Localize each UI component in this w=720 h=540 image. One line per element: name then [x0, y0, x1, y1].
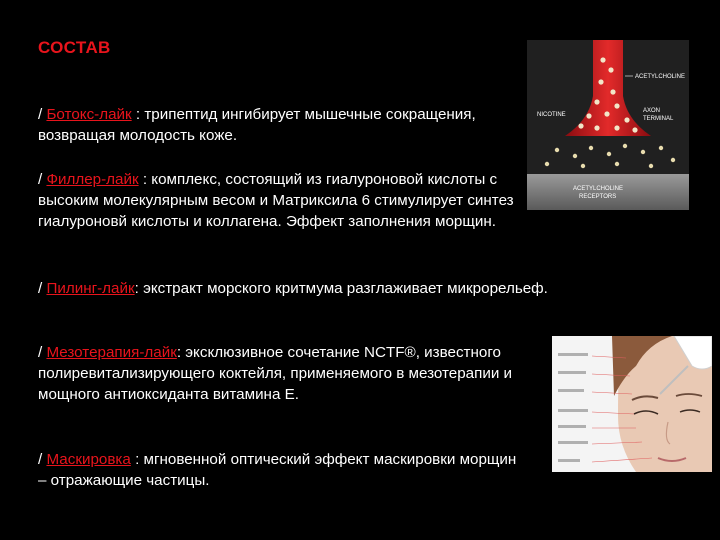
receptors-membrane	[527, 174, 689, 210]
paragraph-peeling-like	[38, 278, 548, 299]
term-peeling-like: Пилинг-лайк	[46, 280, 135, 297]
label-receptors-line1: ACETYLCHOLINE	[573, 186, 624, 192]
paragraph-filler-like	[38, 169, 528, 232]
paragraph-botox-like	[38, 104, 528, 146]
term-botox-like: Ботокс-лайк	[46, 106, 132, 123]
paragraph-text: : комплекс, состоящий из гиалуроновой кислоты с высоким молекулярным весом и Матриксила 6 стимулирует синтез гиалуроновй кислоты и коллагена. Эффект заполнения морщин.	[38, 171, 514, 230]
paragraph-text: : экстракт морского критмума разглаживает микрорельеф.	[134, 280, 548, 297]
paragraph-prefix: /	[38, 171, 47, 188]
paragraph-prefix: /	[38, 280, 47, 297]
paragraph-prefix: /	[38, 106, 47, 123]
term-filler-like: Филлер-лайк	[46, 171, 139, 188]
label-nicotine: NICOTINE	[537, 112, 566, 118]
paragraph-text: : эксклюзивное сочетание NCTF®, известного полиревитализирующего коктейля, применяемого в мезотерапии и мощного антиоксиданта витамина Е.	[38, 344, 512, 403]
paragraph-prefix: /	[38, 451, 47, 468]
neuromuscular-junction-image	[527, 40, 689, 210]
face-injection-image	[552, 336, 712, 472]
neuromuscular-junction-illustration	[527, 40, 689, 210]
label-axon: AXON	[643, 108, 661, 114]
paragraph-mesotherapy-like	[38, 342, 528, 405]
term-masking: Маскировка	[46, 451, 131, 468]
term-mesotherapy-like: Мезотерапия-лайк	[46, 344, 177, 361]
face-illustration	[552, 336, 712, 472]
paragraph-prefix: /	[38, 344, 47, 361]
label-receptors-line2: RECEPTORS	[579, 194, 617, 200]
paragraph-text: : трипептид ингибирует мышечные сокращения, возвращая молодость коже.	[38, 106, 476, 144]
label-acetylcholine: ACETYLCHOLINE	[635, 74, 686, 80]
label-axon-terminal: TERMINAL	[643, 116, 674, 122]
paragraph-masking	[38, 449, 528, 491]
slide-title: СОСТАВ	[38, 38, 111, 57]
paragraph-text: : мгновенной оптический эффект маскировки морщин – отражающие частицы.	[38, 451, 517, 489]
